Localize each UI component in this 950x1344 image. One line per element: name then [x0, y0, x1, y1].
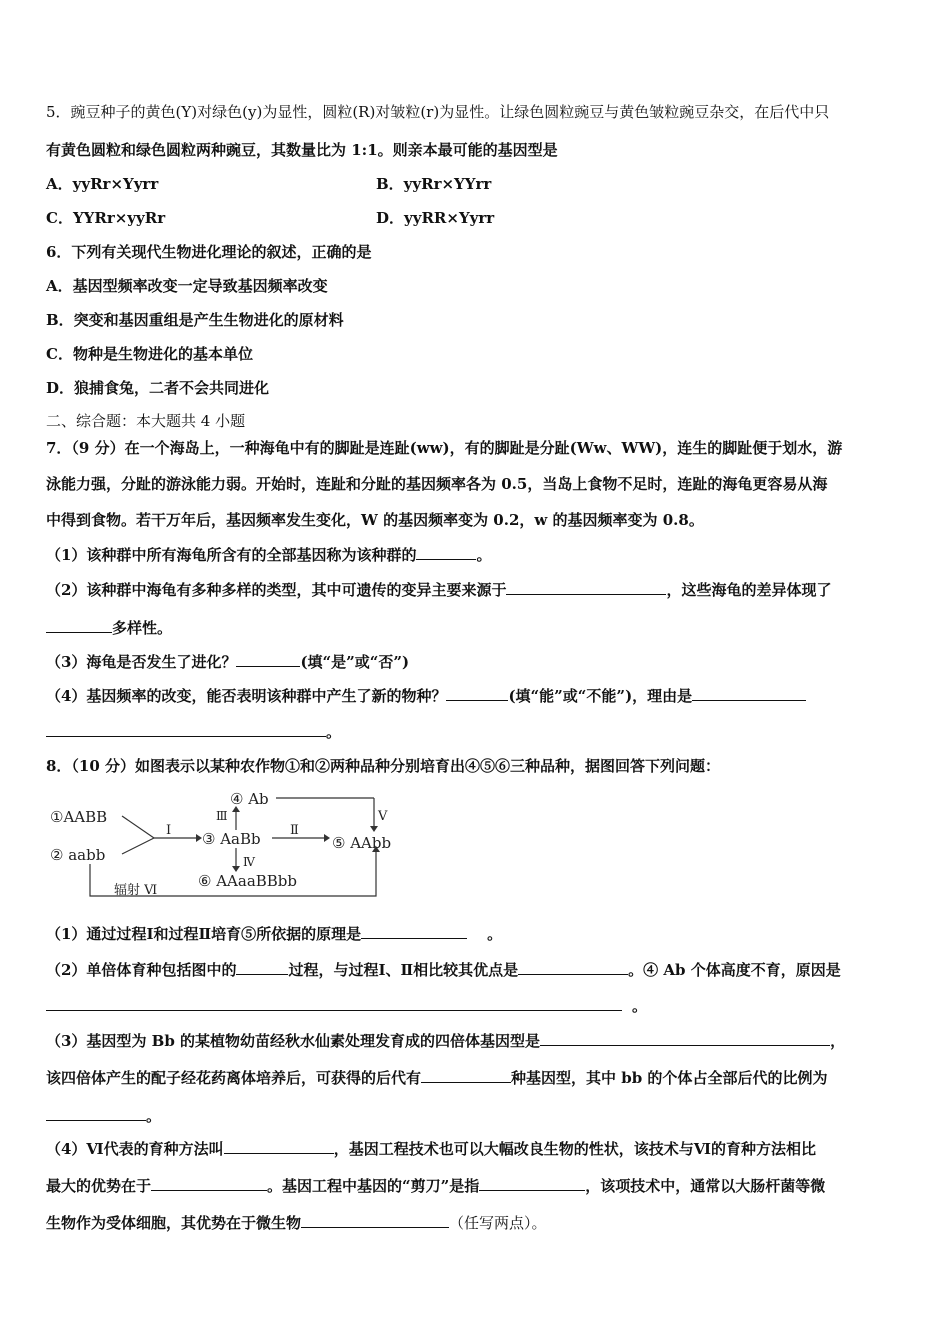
q5-stem-line2: 有黄色圆粒和绿色圆粒两种豌豆，其数量比为 1:1。则亲本最可能的基因型是 — [46, 141, 558, 159]
q8-part4-cont: 最大的优势在于 。基因工程中基因的“剪刀”是指 ，该项技术中，通常以大肠杆菌等微 — [46, 1177, 826, 1195]
q5-option-b: B．yyRr×YYrr — [376, 175, 492, 193]
diagram-line-2 — [122, 838, 154, 854]
q8-part1-blank[interactable] — [361, 924, 467, 939]
label-I: Ⅰ — [166, 823, 172, 838]
diagram-line-1 — [122, 816, 154, 838]
q8-part2-blank3[interactable] — [46, 996, 622, 1011]
node-4: ④ Ab — [230, 790, 269, 808]
q8-part1: （1）通过过程Ⅰ和过程Ⅱ培育⑤所依据的原理是 。 — [46, 925, 503, 943]
q5-options-row1 — [46, 174, 906, 194]
q8-part3-cont2: 。 — [46, 1106, 906, 1126]
q8-part2-cont: 。 — [46, 996, 906, 1016]
q7-part4-blank3[interactable] — [46, 722, 326, 737]
q8-part3-blank2[interactable] — [421, 1068, 511, 1083]
q5-stem-line1: 5．豌豆种子的黄色(Y)对绿色(y)为显性，圆粒(R)对皱粒(r)为显性。让绿色圆粒豌豆与黄色皱粒豌豆杂交，在后代中只 — [46, 103, 830, 121]
q6-option-a: A．基因型频率改变一定导致基因频率改变 — [46, 277, 328, 295]
q8-part4-cont2: 生物作为受体细胞，其优势在于微生物 （任写两点）。 — [46, 1214, 547, 1232]
label-VI: 辐射 Ⅵ — [114, 883, 158, 898]
q7-part2: （2）该种群中海龟有多种多样的类型，其中可遗传的变异主要来源于 ，这些海龟的差异体现了 — [46, 581, 832, 599]
q8-stem: 8．（10 分）如图表示以某种农作物①和②两种品种分别培育出④⑤⑥三种品种，据图回答下列问题： — [46, 757, 721, 775]
q6-option-b: B．突变和基因重组是产生生物进化的原材料 — [46, 311, 344, 329]
q7-part4-blank1[interactable] — [446, 686, 508, 701]
q7-part2-blank2[interactable] — [46, 618, 112, 633]
q8-part3: （3）基因型为 Bb 的某植物幼苗经秋水仙素处理发育成的四倍体基因型是 ， — [46, 1032, 846, 1050]
q8-part3-cont: 该四倍体产生的配子经花药离体培养后，可获得的后代有 种基因型，其中 bb 的个体占全部后代的比例为 — [46, 1069, 828, 1087]
q8-part3-blank3[interactable] — [46, 1106, 146, 1121]
q7-stem-line1: 7．（9 分）在一个海岛上，一种海龟中有的脚趾是连趾(ww)，有的脚趾是分趾(Ww、WW)，连生的脚趾便于划水，游 — [46, 439, 843, 457]
q6-option-c: C．物种是生物进化的基本单位 — [46, 345, 253, 363]
q8-part3-blank1[interactable] — [540, 1031, 830, 1046]
q7-part4-cont: 。 — [46, 722, 906, 742]
q5-option-d: D．yyRR×Yyrr — [376, 209, 495, 227]
q7-part2-blank1[interactable] — [506, 580, 666, 595]
q6-stem: 6．下列有关现代生物进化理论的叙述，正确的是 — [46, 243, 372, 261]
label-V: Ⅴ — [378, 809, 388, 824]
node-3: ③ AaBb — [202, 830, 261, 848]
q8-part2-blank1[interactable] — [236, 960, 288, 975]
q7-part1-blank[interactable] — [416, 545, 476, 560]
q8-part4-blank4[interactable] — [301, 1213, 449, 1228]
q8-part2-blank2[interactable] — [518, 960, 628, 975]
node-6: ⑥ AAaaBBbb — [198, 872, 298, 890]
q7-stem-line2: 泳能力强，分趾的游泳能力弱。开始时，连趾和分趾的基因频率各为 0.5，当岛上食物不足时，连趾的海龟更容易从海 — [46, 475, 828, 493]
label-III: Ⅲ — [216, 809, 228, 823]
section-2-heading: 二、综合题：本大题共 4 小题 — [46, 412, 246, 430]
label-II: Ⅱ — [290, 823, 299, 838]
q8-part4: （4）Ⅵ代表的育种方法叫 ，基因工程技术也可以大幅改良生物的性状，该技术与Ⅵ的育种方法相比 — [46, 1140, 816, 1158]
node-2: ② aabb — [50, 846, 106, 864]
node-5: ⑤ AAbb — [332, 834, 392, 852]
breeding-diagram — [44, 786, 414, 908]
q5-option-c: C．YYRr×yyRr — [46, 209, 166, 227]
q7-part4: （4）基因频率的改变，能否表明该种群中产生了新的物种？ (填“能”或“不能”)，理由是 — [46, 686, 906, 706]
node-1: ①AABB — [50, 808, 108, 826]
q7-stem-line3: 中得到食物。若干万年后，基因频率发生变化，W 的基因频率变为 0.2，w 的基因频率变为 0.8。 — [46, 511, 704, 529]
q7-part1: （1）该种群中所有海龟所含有的全部基因称为该种群的 。 — [46, 546, 492, 564]
q7-part3: （3）海龟是否发生了进化？ (填“是”或“否”) — [46, 653, 410, 671]
q8-part4-blank2[interactable] — [151, 1176, 267, 1191]
q8-part4-blank3[interactable] — [479, 1176, 585, 1191]
q8-part4-blank1[interactable] — [224, 1139, 334, 1154]
q7-part2-cont: 多样性。 — [46, 618, 906, 638]
q7-part3-blank[interactable] — [236, 652, 300, 667]
q5-options-row2 — [46, 208, 906, 228]
q8-part2: （2）单倍体育种包括图中的 过程，与过程Ⅰ、Ⅱ相比较其优点是 。④ Ab 个体高度不育，原因是 — [46, 961, 841, 979]
q6-option-d: D．狼捕食兔，二者不会共同进化 — [46, 379, 270, 397]
label-IV: Ⅳ — [243, 855, 255, 869]
q7-part4-blank2[interactable] — [692, 686, 806, 701]
q5-option-a: A．yyRr×Yyrr — [46, 175, 159, 193]
